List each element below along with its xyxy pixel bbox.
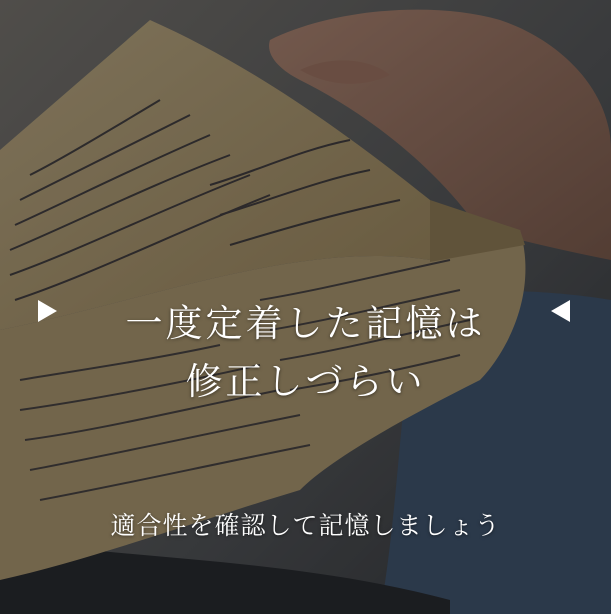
headline-line-2: 修正しづらい — [185, 359, 426, 403]
slide-subtitle: 適合性を確認して記憶しましょう — [110, 511, 501, 540]
headline-line-1: 一度定着した記憶は — [125, 301, 486, 345]
slide-headline — [0, 295, 611, 411]
